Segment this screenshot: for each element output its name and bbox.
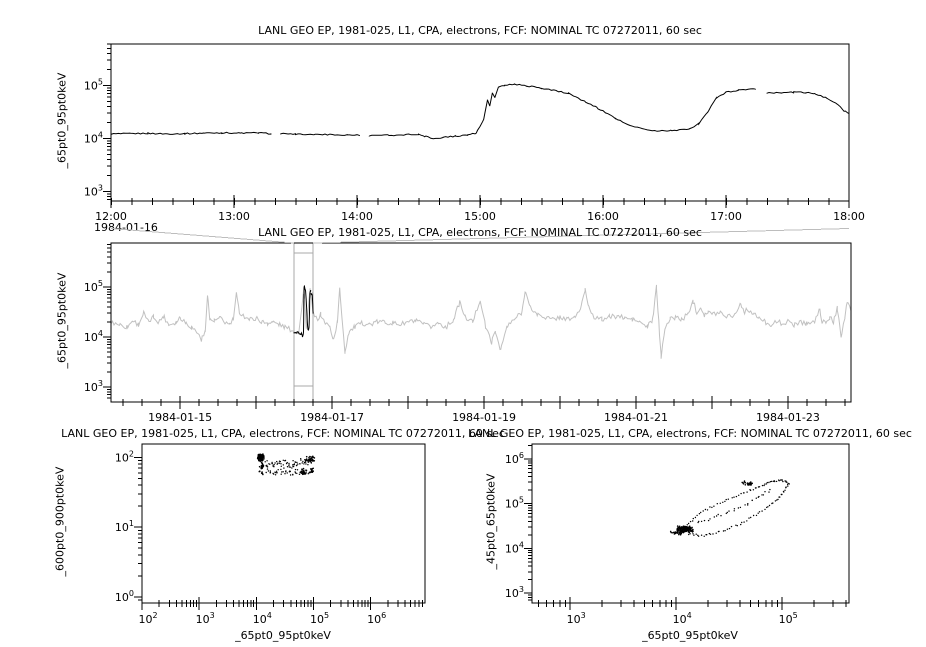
svg-text:12:00: 12:00 — [95, 210, 127, 223]
panel-top — [84, 44, 865, 234]
panel-bottom-left-plot-area[interactable] — [142, 444, 425, 603]
panel-bottom-right-yaxis-label: _45pt0_65pt0keV — [484, 473, 498, 570]
panel-bottom-left-xaxis-label: _65pt0_95pt0keV — [235, 629, 331, 642]
panel-bottom-left-title: LANL GEO EP, 1981-025, L1, CPA, electrons, FCF: NOMINAL TC 07272011, 60 sec — [61, 427, 505, 440]
svg-text:18:00: 18:00 — [833, 210, 865, 223]
svg-text:101: $10^1$ — [114, 519, 134, 535]
svg-text:13:00: 13:00 — [218, 210, 250, 223]
svg-text:16:00: 16:00 — [587, 210, 619, 223]
svg-text:104: $10^4$ — [83, 329, 103, 344]
panel-context-title: LANL GEO EP, 1981-025, L1, CPA, electrons, FCF: NOMINAL TC 07272011, 60 sec — [258, 226, 702, 239]
svg-text:1984-01-15: 1984-01-15 — [148, 411, 213, 424]
panel-bottom-right-title: LANL GEO EP, 1981-025, L1, CPA, electrons, FCF: NOMINAL TC 07272011, 60 sec — [468, 427, 912, 440]
svg-text:104: $10^4$ — [252, 611, 272, 626]
panel-context — [84, 243, 851, 424]
svg-text:106: $10^6$ — [504, 450, 524, 466]
svg-text:102: $10^2$ — [138, 611, 158, 626]
svg-text:103: $10^3$ — [83, 379, 103, 394]
svg-text:105: $10^5$ — [309, 611, 330, 626]
panel-context-plot-area[interactable] — [111, 243, 851, 402]
svg-text:1984-01-16: 1984-01-16 — [94, 221, 158, 234]
svg-text:15:00: 15:00 — [464, 210, 496, 223]
svg-text:1984-01-21: 1984-01-21 — [604, 411, 668, 424]
panel-top-yaxis-label: _65pt0_95pt0keV — [55, 72, 69, 169]
svg-text:1984-01-17: 1984-01-17 — [300, 411, 365, 424]
svg-text:105: $10^5$ — [83, 77, 103, 93]
svg-text:14:00: 14:00 — [341, 210, 373, 223]
svg-text:104: $10^4$ — [504, 540, 524, 556]
panel-bottom-right — [505, 444, 849, 626]
svg-text:103: $10^3$ — [504, 585, 524, 601]
svg-text:1984-01-19: 1984-01-19 — [452, 411, 517, 424]
svg-text:1984-01-23: 1984-01-23 — [755, 411, 820, 424]
svg-text:105: $10^5$ — [504, 495, 524, 511]
panel-bottom-right-plot-area[interactable] — [532, 444, 849, 603]
svg-text:100: $10^0$ — [114, 588, 134, 604]
svg-text:102: $10^2$ — [114, 449, 134, 465]
panel-top-title: LANL GEO EP, 1981-025, L1, CPA, electrons, FCF: NOMINAL TC 07272011, 60 sec — [258, 24, 702, 37]
panel-bottom-left-yaxis-label: _600pt0_900pt0keV — [53, 466, 67, 577]
svg-text:103: $10^3$ — [195, 611, 215, 626]
panel-top-plot-area[interactable] — [111, 44, 849, 201]
svg-text:106: $10^6$ — [367, 611, 387, 626]
svg-text:103: $10^3$ — [566, 611, 586, 626]
panel-context-yaxis-label: _65pt0_95pt0keV — [55, 272, 69, 369]
svg-text:104: $10^4$ — [83, 130, 103, 146]
svg-text:104: $10^4$ — [672, 611, 692, 626]
svg-text:103: $10^3$ — [83, 183, 103, 199]
panel-bottom-left — [115, 444, 425, 626]
svg-text:17:00: 17:00 — [710, 210, 742, 223]
panel-bottom-right-xaxis-label: _65pt0_95pt0keV — [642, 629, 738, 642]
svg-text:105: $10^5$ — [83, 279, 103, 294]
svg-text:105: $10^5$ — [778, 611, 798, 626]
